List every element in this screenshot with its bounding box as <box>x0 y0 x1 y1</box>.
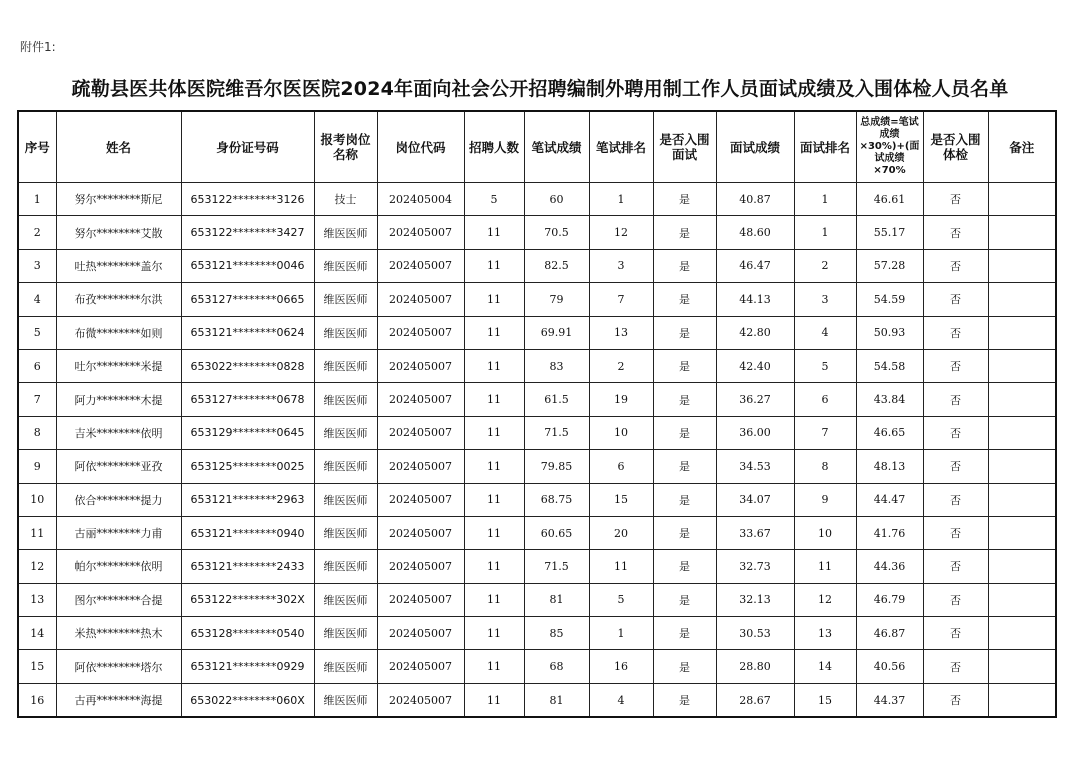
cell-remarks <box>988 216 1056 249</box>
cell-position-code: 202405007 <box>377 516 464 549</box>
results-table <box>17 110 1057 718</box>
cell-id-number: 653128********0540 <box>181 617 314 650</box>
header-cell: 身份证号码 <box>181 111 314 183</box>
cell-position-code: 202405007 <box>377 650 464 683</box>
cell-id-number: 653121********0046 <box>181 249 314 282</box>
cell-name: 古丽********力甫 <box>56 516 181 549</box>
cell-total-score: 44.47 <box>856 483 923 516</box>
cell-remarks <box>988 249 1056 282</box>
cell-total-score: 41.76 <box>856 516 923 549</box>
cell-interview-rank: 10 <box>794 516 856 549</box>
cell-recruit-count: 11 <box>464 583 524 616</box>
cell-exam-qualified: 否 <box>923 516 988 549</box>
cell-exam-qualified: 否 <box>923 550 988 583</box>
cell-exam-qualified: 否 <box>923 617 988 650</box>
cell-position: 维医医师 <box>314 283 377 316</box>
cell-name: 帕尔********依明 <box>56 550 181 583</box>
cell-position: 技士 <box>314 183 377 216</box>
cell-total-score: 50.93 <box>856 316 923 349</box>
cell-interview-rank: 1 <box>794 183 856 216</box>
cell-interview-qualified: 是 <box>653 183 716 216</box>
cell-written-rank: 1 <box>589 183 653 216</box>
cell-position-code: 202405004 <box>377 183 464 216</box>
cell-total-score: 48.13 <box>856 450 923 483</box>
cell-interview-score: 44.13 <box>716 283 794 316</box>
cell-interview-score: 28.80 <box>716 650 794 683</box>
cell-position-code: 202405007 <box>377 383 464 416</box>
cell-position: 维医医师 <box>314 249 377 282</box>
cell-recruit-count: 11 <box>464 650 524 683</box>
cell-id-number: 653121********2433 <box>181 550 314 583</box>
cell-interview-score: 32.13 <box>716 583 794 616</box>
cell-interview-qualified: 是 <box>653 349 716 382</box>
cell-interview-qualified: 是 <box>653 416 716 449</box>
cell-total-score: 44.37 <box>856 683 923 717</box>
cell-interview-score: 36.00 <box>716 416 794 449</box>
table-body <box>18 183 1056 718</box>
cell-name: 古再********海提 <box>56 683 181 717</box>
cell-interview-score: 30.53 <box>716 617 794 650</box>
cell-interview-rank: 11 <box>794 550 856 583</box>
cell-remarks <box>988 583 1056 616</box>
cell-position-code: 202405007 <box>377 450 464 483</box>
table-row <box>18 249 1056 282</box>
cell-recruit-count: 11 <box>464 550 524 583</box>
cell-name: 布微********如则 <box>56 316 181 349</box>
cell-position: 维医医师 <box>314 683 377 717</box>
cell-total-score: 46.65 <box>856 416 923 449</box>
cell-index: 6 <box>18 349 56 382</box>
cell-recruit-count: 11 <box>464 416 524 449</box>
cell-id-number: 653122********302X <box>181 583 314 616</box>
attachment-label: 附件1: <box>20 40 56 54</box>
cell-position-code: 202405007 <box>377 416 464 449</box>
cell-written-score: 83 <box>524 349 589 382</box>
cell-exam-qualified: 否 <box>923 383 988 416</box>
cell-name: 图尔********合提 <box>56 583 181 616</box>
cell-position-code: 202405007 <box>377 249 464 282</box>
cell-interview-score: 28.67 <box>716 683 794 717</box>
cell-name: 吐热********盖尔 <box>56 249 181 282</box>
table-row <box>18 683 1056 717</box>
cell-interview-rank: 1 <box>794 216 856 249</box>
cell-id-number: 653121********2963 <box>181 483 314 516</box>
cell-written-score: 82.5 <box>524 249 589 282</box>
cell-name: 阿依********塔尔 <box>56 650 181 683</box>
cell-name: 努尔********斯尼 <box>56 183 181 216</box>
cell-id-number: 653127********0665 <box>181 283 314 316</box>
cell-interview-score: 40.87 <box>716 183 794 216</box>
cell-interview-score: 42.40 <box>716 349 794 382</box>
cell-remarks <box>988 483 1056 516</box>
cell-interview-qualified: 是 <box>653 650 716 683</box>
table-row <box>18 650 1056 683</box>
cell-recruit-count: 11 <box>464 216 524 249</box>
cell-index: 3 <box>18 249 56 282</box>
table-row <box>18 583 1056 616</box>
cell-total-score: 54.59 <box>856 283 923 316</box>
cell-index: 2 <box>18 216 56 249</box>
cell-exam-qualified: 否 <box>923 483 988 516</box>
cell-interview-rank: 9 <box>794 483 856 516</box>
cell-name: 阿力********木提 <box>56 383 181 416</box>
cell-position: 维医医师 <box>314 416 377 449</box>
cell-remarks <box>988 316 1056 349</box>
cell-name: 布孜********尔洪 <box>56 283 181 316</box>
cell-index: 10 <box>18 483 56 516</box>
cell-written-rank: 3 <box>589 249 653 282</box>
cell-recruit-count: 11 <box>464 316 524 349</box>
cell-interview-rank: 6 <box>794 383 856 416</box>
cell-written-rank: 1 <box>589 617 653 650</box>
cell-written-score: 71.5 <box>524 550 589 583</box>
cell-written-score: 79.85 <box>524 450 589 483</box>
cell-id-number: 653022********0828 <box>181 349 314 382</box>
cell-position: 维医医师 <box>314 516 377 549</box>
cell-index: 8 <box>18 416 56 449</box>
cell-total-score: 55.17 <box>856 216 923 249</box>
cell-recruit-count: 11 <box>464 249 524 282</box>
cell-name: 米热********热木 <box>56 617 181 650</box>
cell-written-rank: 10 <box>589 416 653 449</box>
cell-written-score: 68 <box>524 650 589 683</box>
table-row <box>18 450 1056 483</box>
cell-exam-qualified: 否 <box>923 416 988 449</box>
cell-written-score: 61.5 <box>524 383 589 416</box>
cell-exam-qualified: 否 <box>923 283 988 316</box>
cell-position-code: 202405007 <box>377 617 464 650</box>
table-row <box>18 183 1056 216</box>
cell-interview-rank: 14 <box>794 650 856 683</box>
cell-id-number: 653121********0940 <box>181 516 314 549</box>
cell-written-rank: 16 <box>589 650 653 683</box>
cell-interview-qualified: 是 <box>653 450 716 483</box>
cell-written-rank: 7 <box>589 283 653 316</box>
cell-interview-score: 32.73 <box>716 550 794 583</box>
cell-written-score: 68.75 <box>524 483 589 516</box>
cell-interview-qualified: 是 <box>653 383 716 416</box>
cell-index: 11 <box>18 516 56 549</box>
cell-remarks <box>988 683 1056 717</box>
cell-interview-rank: 8 <box>794 450 856 483</box>
table-header-row <box>18 111 1056 183</box>
cell-index: 9 <box>18 450 56 483</box>
header-cell: 岗位代码 <box>377 111 464 183</box>
cell-position: 维医医师 <box>314 383 377 416</box>
cell-remarks <box>988 550 1056 583</box>
cell-interview-score: 42.80 <box>716 316 794 349</box>
cell-index: 5 <box>18 316 56 349</box>
cell-exam-qualified: 否 <box>923 316 988 349</box>
cell-id-number: 653122********3126 <box>181 183 314 216</box>
cell-remarks <box>988 516 1056 549</box>
cell-interview-qualified: 是 <box>653 516 716 549</box>
cell-id-number: 653127********0678 <box>181 383 314 416</box>
header-cell: 面试成绩 <box>716 111 794 183</box>
cell-interview-qualified: 是 <box>653 216 716 249</box>
cell-id-number: 653022********060X <box>181 683 314 717</box>
cell-name: 依合********提力 <box>56 483 181 516</box>
cell-recruit-count: 11 <box>464 283 524 316</box>
table-row <box>18 550 1056 583</box>
cell-recruit-count: 11 <box>464 450 524 483</box>
cell-written-score: 71.5 <box>524 416 589 449</box>
cell-position: 维医医师 <box>314 349 377 382</box>
cell-total-score: 43.84 <box>856 383 923 416</box>
cell-remarks <box>988 283 1056 316</box>
cell-total-score: 57.28 <box>856 249 923 282</box>
header-cell: 是否入围体检 <box>923 111 988 183</box>
cell-remarks <box>988 617 1056 650</box>
cell-interview-rank: 15 <box>794 683 856 717</box>
cell-remarks <box>988 416 1056 449</box>
table-row <box>18 349 1056 382</box>
cell-position: 维医医师 <box>314 216 377 249</box>
header-cell: 备注 <box>988 111 1056 183</box>
cell-written-rank: 5 <box>589 583 653 616</box>
cell-interview-qualified: 是 <box>653 316 716 349</box>
cell-interview-qualified: 是 <box>653 683 716 717</box>
header-cell: 面试排名 <box>794 111 856 183</box>
header-cell: 招聘人数 <box>464 111 524 183</box>
cell-id-number: 653121********0624 <box>181 316 314 349</box>
cell-position-code: 202405007 <box>377 316 464 349</box>
cell-interview-score: 34.07 <box>716 483 794 516</box>
cell-written-rank: 15 <box>589 483 653 516</box>
cell-interview-qualified: 是 <box>653 249 716 282</box>
cell-position-code: 202405007 <box>377 683 464 717</box>
cell-interview-qualified: 是 <box>653 483 716 516</box>
header-cell: 笔试排名 <box>589 111 653 183</box>
cell-position-code: 202405007 <box>377 550 464 583</box>
cell-exam-qualified: 否 <box>923 650 988 683</box>
cell-id-number: 653122********3427 <box>181 216 314 249</box>
cell-written-score: 60 <box>524 183 589 216</box>
header-cell: 姓名 <box>56 111 181 183</box>
header-cell: 总成绩=笔试成绩×30%)+(面试成绩×70% <box>856 111 923 183</box>
cell-recruit-count: 11 <box>464 383 524 416</box>
cell-recruit-count: 11 <box>464 483 524 516</box>
cell-written-rank: 12 <box>589 216 653 249</box>
cell-written-score: 60.65 <box>524 516 589 549</box>
cell-id-number: 653121********0929 <box>181 650 314 683</box>
cell-interview-qualified: 是 <box>653 550 716 583</box>
table-row <box>18 483 1056 516</box>
cell-id-number: 653129********0645 <box>181 416 314 449</box>
cell-total-score: 54.58 <box>856 349 923 382</box>
cell-written-rank: 2 <box>589 349 653 382</box>
cell-interview-score: 48.60 <box>716 216 794 249</box>
cell-written-rank: 20 <box>589 516 653 549</box>
cell-remarks <box>988 183 1056 216</box>
cell-name: 努尔********艾散 <box>56 216 181 249</box>
cell-remarks <box>988 450 1056 483</box>
cell-remarks <box>988 383 1056 416</box>
cell-recruit-count: 11 <box>464 349 524 382</box>
cell-name: 吐尔********米提 <box>56 349 181 382</box>
cell-interview-qualified: 是 <box>653 617 716 650</box>
cell-total-score: 44.36 <box>856 550 923 583</box>
cell-written-rank: 19 <box>589 383 653 416</box>
table-row <box>18 216 1056 249</box>
header-cell: 笔试成绩 <box>524 111 589 183</box>
cell-recruit-count: 5 <box>464 183 524 216</box>
cell-position: 维医医师 <box>314 583 377 616</box>
header-cell: 是否入围面试 <box>653 111 716 183</box>
cell-position: 维医医师 <box>314 483 377 516</box>
cell-written-rank: 4 <box>589 683 653 717</box>
cell-interview-score: 33.67 <box>716 516 794 549</box>
cell-written-rank: 6 <box>589 450 653 483</box>
header-cell: 报考岗位名称 <box>314 111 377 183</box>
cell-index: 4 <box>18 283 56 316</box>
table-row <box>18 416 1056 449</box>
cell-interview-qualified: 是 <box>653 283 716 316</box>
cell-position-code: 202405007 <box>377 349 464 382</box>
cell-exam-qualified: 否 <box>923 349 988 382</box>
cell-written-score: 81 <box>524 683 589 717</box>
table-row <box>18 283 1056 316</box>
header-cell: 序号 <box>18 111 56 183</box>
cell-name: 阿依********亚孜 <box>56 450 181 483</box>
cell-interview-rank: 3 <box>794 283 856 316</box>
cell-position: 维医医师 <box>314 316 377 349</box>
cell-position: 维医医师 <box>314 450 377 483</box>
cell-index: 16 <box>18 683 56 717</box>
cell-written-score: 79 <box>524 283 589 316</box>
cell-position: 维医医师 <box>314 550 377 583</box>
cell-written-score: 85 <box>524 617 589 650</box>
table-row <box>18 617 1056 650</box>
cell-position-code: 202405007 <box>377 283 464 316</box>
cell-index: 1 <box>18 183 56 216</box>
cell-recruit-count: 11 <box>464 683 524 717</box>
cell-remarks <box>988 349 1056 382</box>
cell-name: 吉米********依明 <box>56 416 181 449</box>
cell-total-score: 40.56 <box>856 650 923 683</box>
cell-remarks <box>988 650 1056 683</box>
cell-exam-qualified: 否 <box>923 450 988 483</box>
cell-exam-qualified: 否 <box>923 683 988 717</box>
cell-index: 14 <box>18 617 56 650</box>
table-row <box>18 383 1056 416</box>
document-title: 疏勒县医共体医院维吾尔医医院2024年面向社会公开招聘编制外聘用制工作人员面试成绩及入围体检人员名单 <box>71 78 1009 100</box>
cell-position: 维医医师 <box>314 650 377 683</box>
cell-interview-score: 36.27 <box>716 383 794 416</box>
cell-total-score: 46.87 <box>856 617 923 650</box>
table-row <box>18 316 1056 349</box>
cell-interview-score: 34.53 <box>716 450 794 483</box>
cell-written-rank: 13 <box>589 316 653 349</box>
cell-position-code: 202405007 <box>377 216 464 249</box>
cell-interview-rank: 4 <box>794 316 856 349</box>
cell-interview-rank: 5 <box>794 349 856 382</box>
cell-position-code: 202405007 <box>377 483 464 516</box>
cell-total-score: 46.79 <box>856 583 923 616</box>
cell-interview-rank: 12 <box>794 583 856 616</box>
cell-id-number: 653125********0025 <box>181 450 314 483</box>
cell-index: 13 <box>18 583 56 616</box>
cell-recruit-count: 11 <box>464 516 524 549</box>
cell-exam-qualified: 否 <box>923 216 988 249</box>
cell-exam-qualified: 否 <box>923 583 988 616</box>
cell-exam-qualified: 否 <box>923 249 988 282</box>
cell-recruit-count: 11 <box>464 617 524 650</box>
cell-position-code: 202405007 <box>377 583 464 616</box>
cell-total-score: 46.61 <box>856 183 923 216</box>
cell-interview-qualified: 是 <box>653 583 716 616</box>
cell-interview-score: 46.47 <box>716 249 794 282</box>
cell-exam-qualified: 否 <box>923 183 988 216</box>
cell-index: 7 <box>18 383 56 416</box>
cell-position: 维医医师 <box>314 617 377 650</box>
cell-interview-rank: 13 <box>794 617 856 650</box>
cell-index: 15 <box>18 650 56 683</box>
cell-written-score: 81 <box>524 583 589 616</box>
cell-interview-rank: 2 <box>794 249 856 282</box>
table-row <box>18 516 1056 549</box>
cell-written-rank: 11 <box>589 550 653 583</box>
cell-written-score: 69.91 <box>524 316 589 349</box>
cell-written-score: 70.5 <box>524 216 589 249</box>
cell-interview-rank: 7 <box>794 416 856 449</box>
cell-index: 12 <box>18 550 56 583</box>
